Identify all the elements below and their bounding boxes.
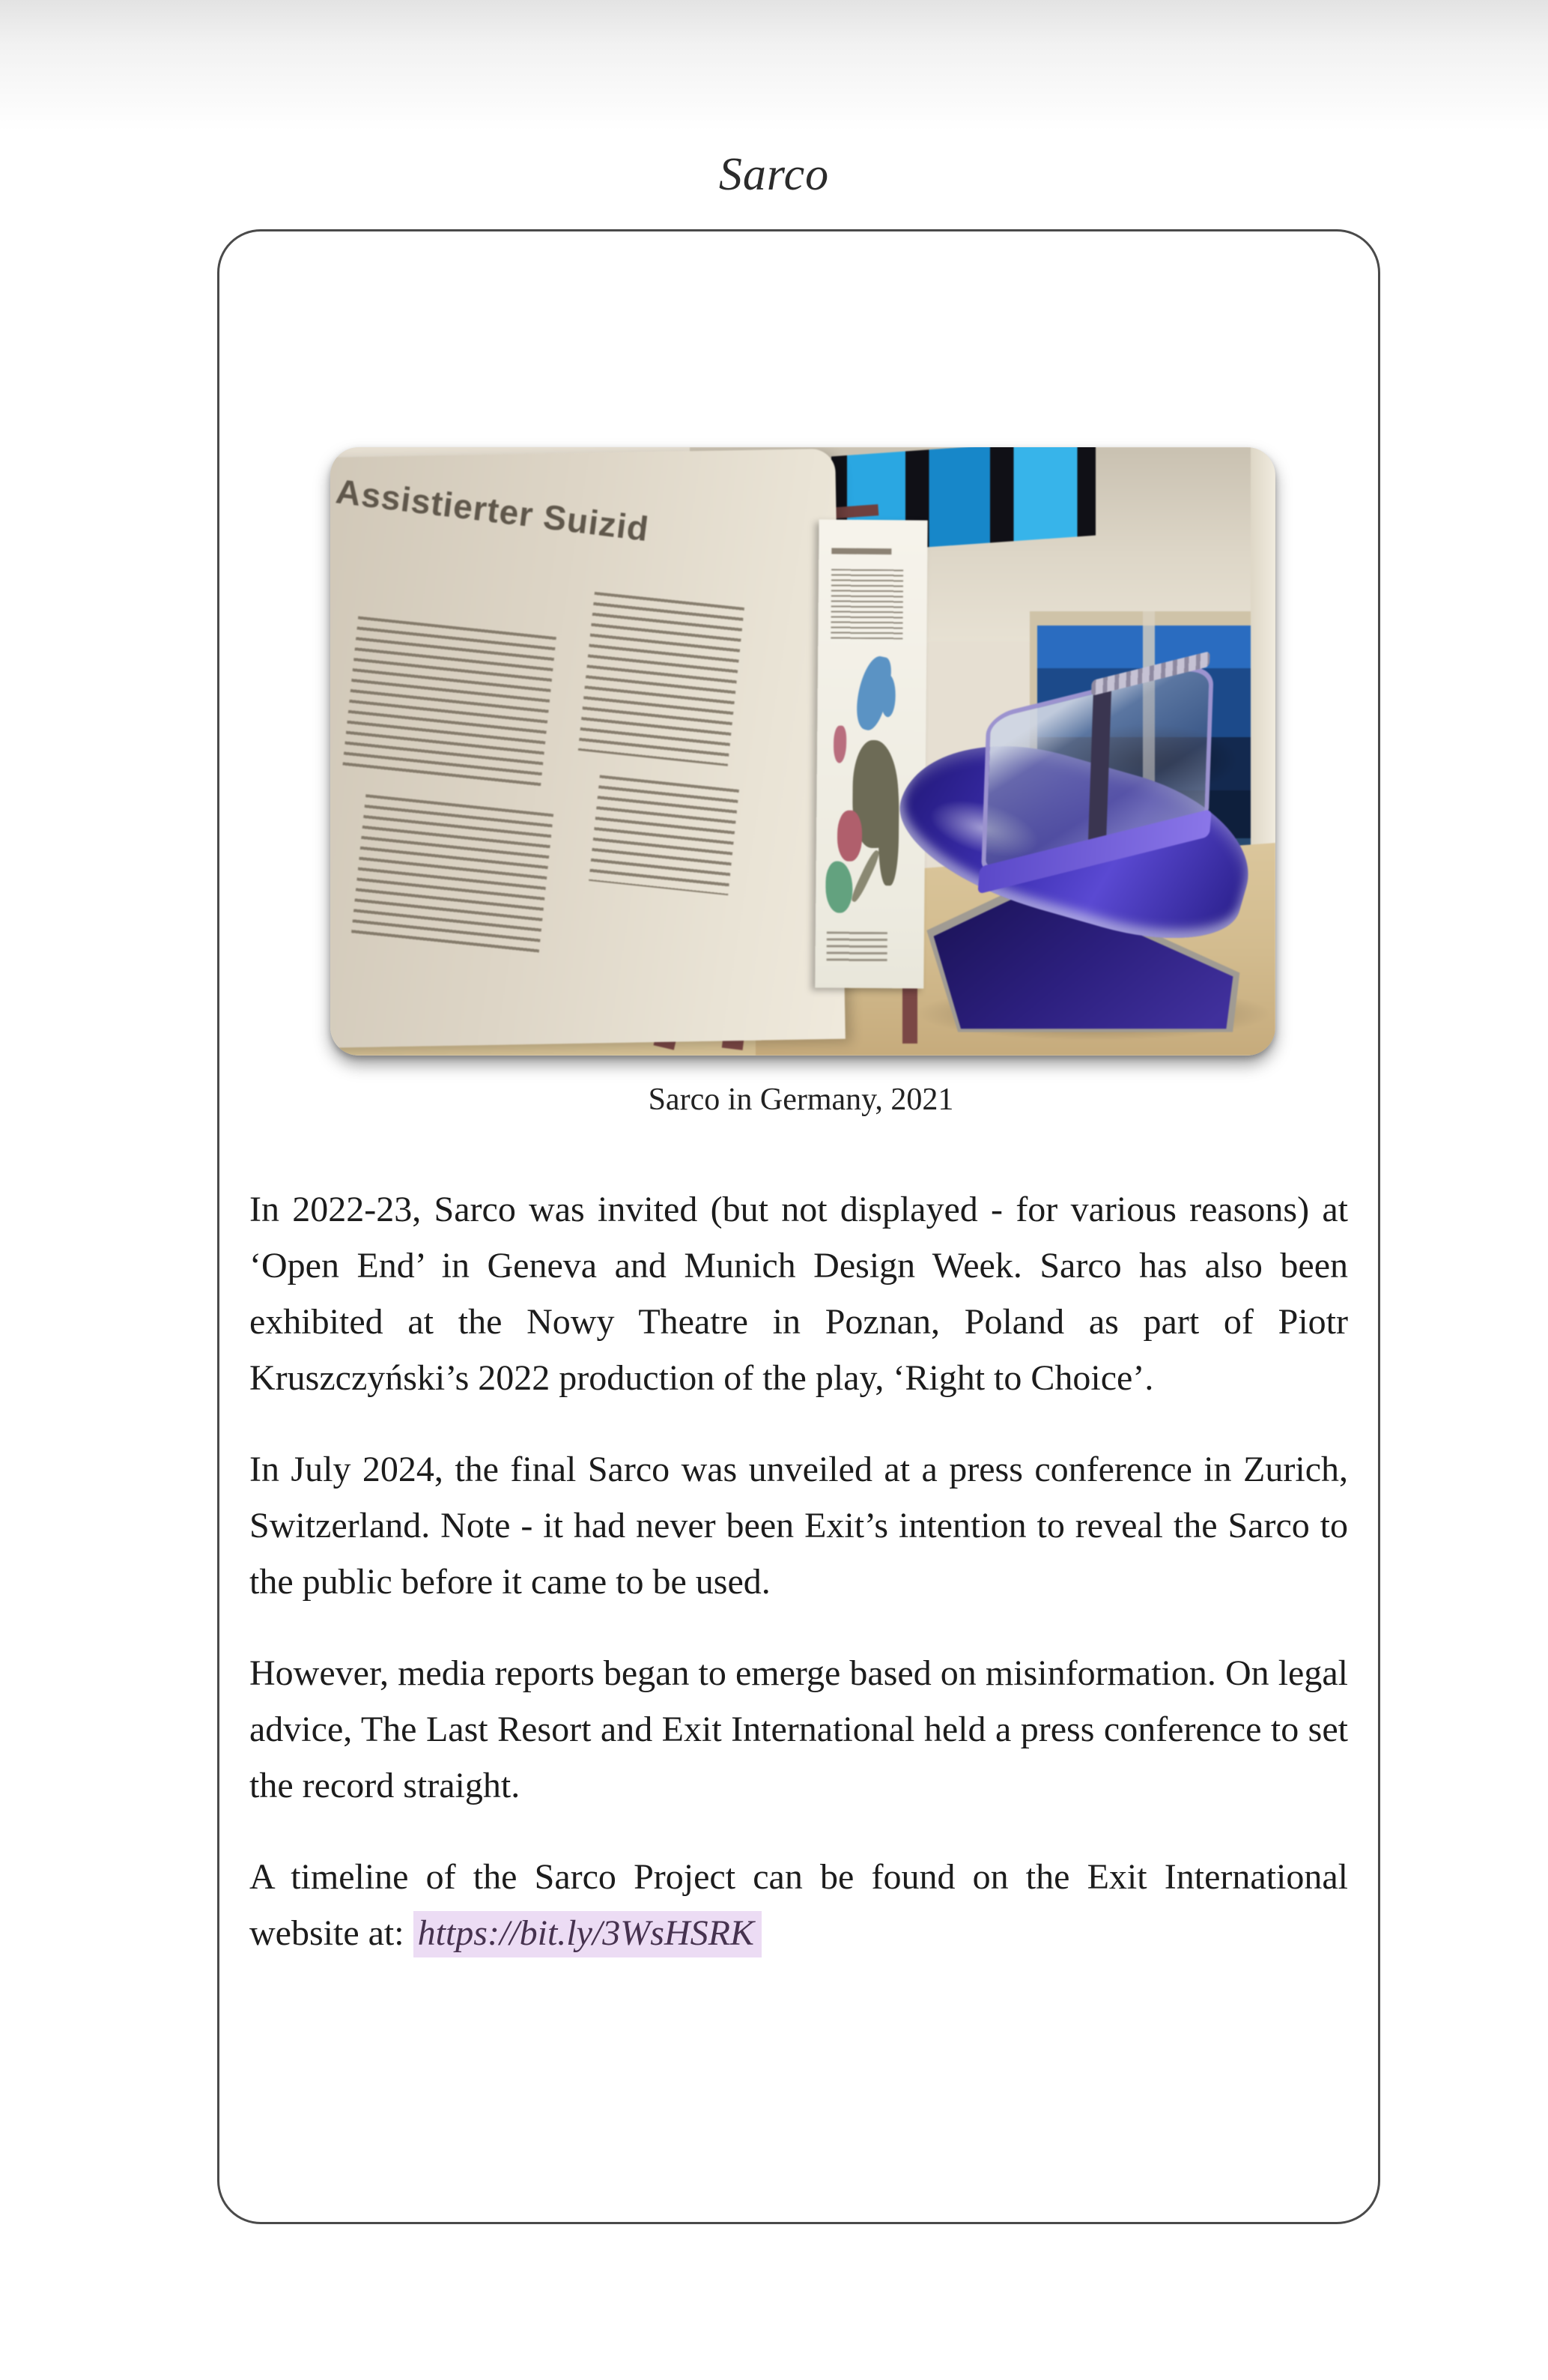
paragraph-media-reports: However, media reports began to emerge based on misinformation. On legal advice, The Last Resort and Exit International held a press conference to set the record straight. [249, 1653, 1348, 1805]
panel-text-column [351, 794, 553, 954]
paragraph-unveiling: In July 2024, the final Sarco was unveiled at a press conference in Zurich, Switzerland. Note - it had never been Exit’s intention to reveal the Sarco to the public before it came to be used. [249, 1450, 1348, 1602]
sarco-pod [897, 691, 1275, 1044]
exhibit-panel-heading: Assistierter Suizid [334, 471, 652, 549]
panel-text-column [342, 617, 556, 790]
exhibit-photo [330, 447, 1275, 1056]
panel-text-column [589, 775, 740, 896]
map-region-france [837, 811, 862, 862]
map-region-finland [881, 675, 896, 717]
map-region-uk [834, 726, 847, 763]
photo-scene [330, 447, 1275, 1056]
paragraph-exhibitions: In 2022-23, Sarco was invited (but not displayed - for various reasons) at ‘Open End’ in Geneva and Munich Design Week. Sarco has also been exhibited at the Nowy Theatre in Poznan, Poland as part of Piotr Kruszczyński’s 2022 production of the play, ‘Right to Choice’. [249, 1190, 1348, 1398]
exhibit-text-panel [330, 449, 846, 1048]
map-region-spain [825, 862, 853, 913]
page-title: Sarco [718, 149, 830, 200]
page-top-shading [0, 0, 1548, 131]
paragraph-timeline [249, 1849, 1348, 1961]
pod-canopy-mullion [1088, 689, 1111, 846]
map-region-eastern-europe [878, 764, 899, 886]
map-legend-lines [826, 932, 887, 965]
timeline-link[interactable]: https://bit.ly/3WsHSRK [413, 1911, 762, 1957]
content-frame [217, 229, 1380, 2224]
timeline-text: A timeline of the Sarco Project can be found on the Exit International website at: [249, 1857, 1348, 1953]
map-panel-text-lines [831, 569, 904, 641]
map-panel-heading-line [832, 548, 892, 554]
panel-text-column [578, 592, 745, 766]
article-text [249, 1181, 1348, 1961]
photo-caption: Sarco in Germany, 2021 [648, 1082, 954, 1117]
